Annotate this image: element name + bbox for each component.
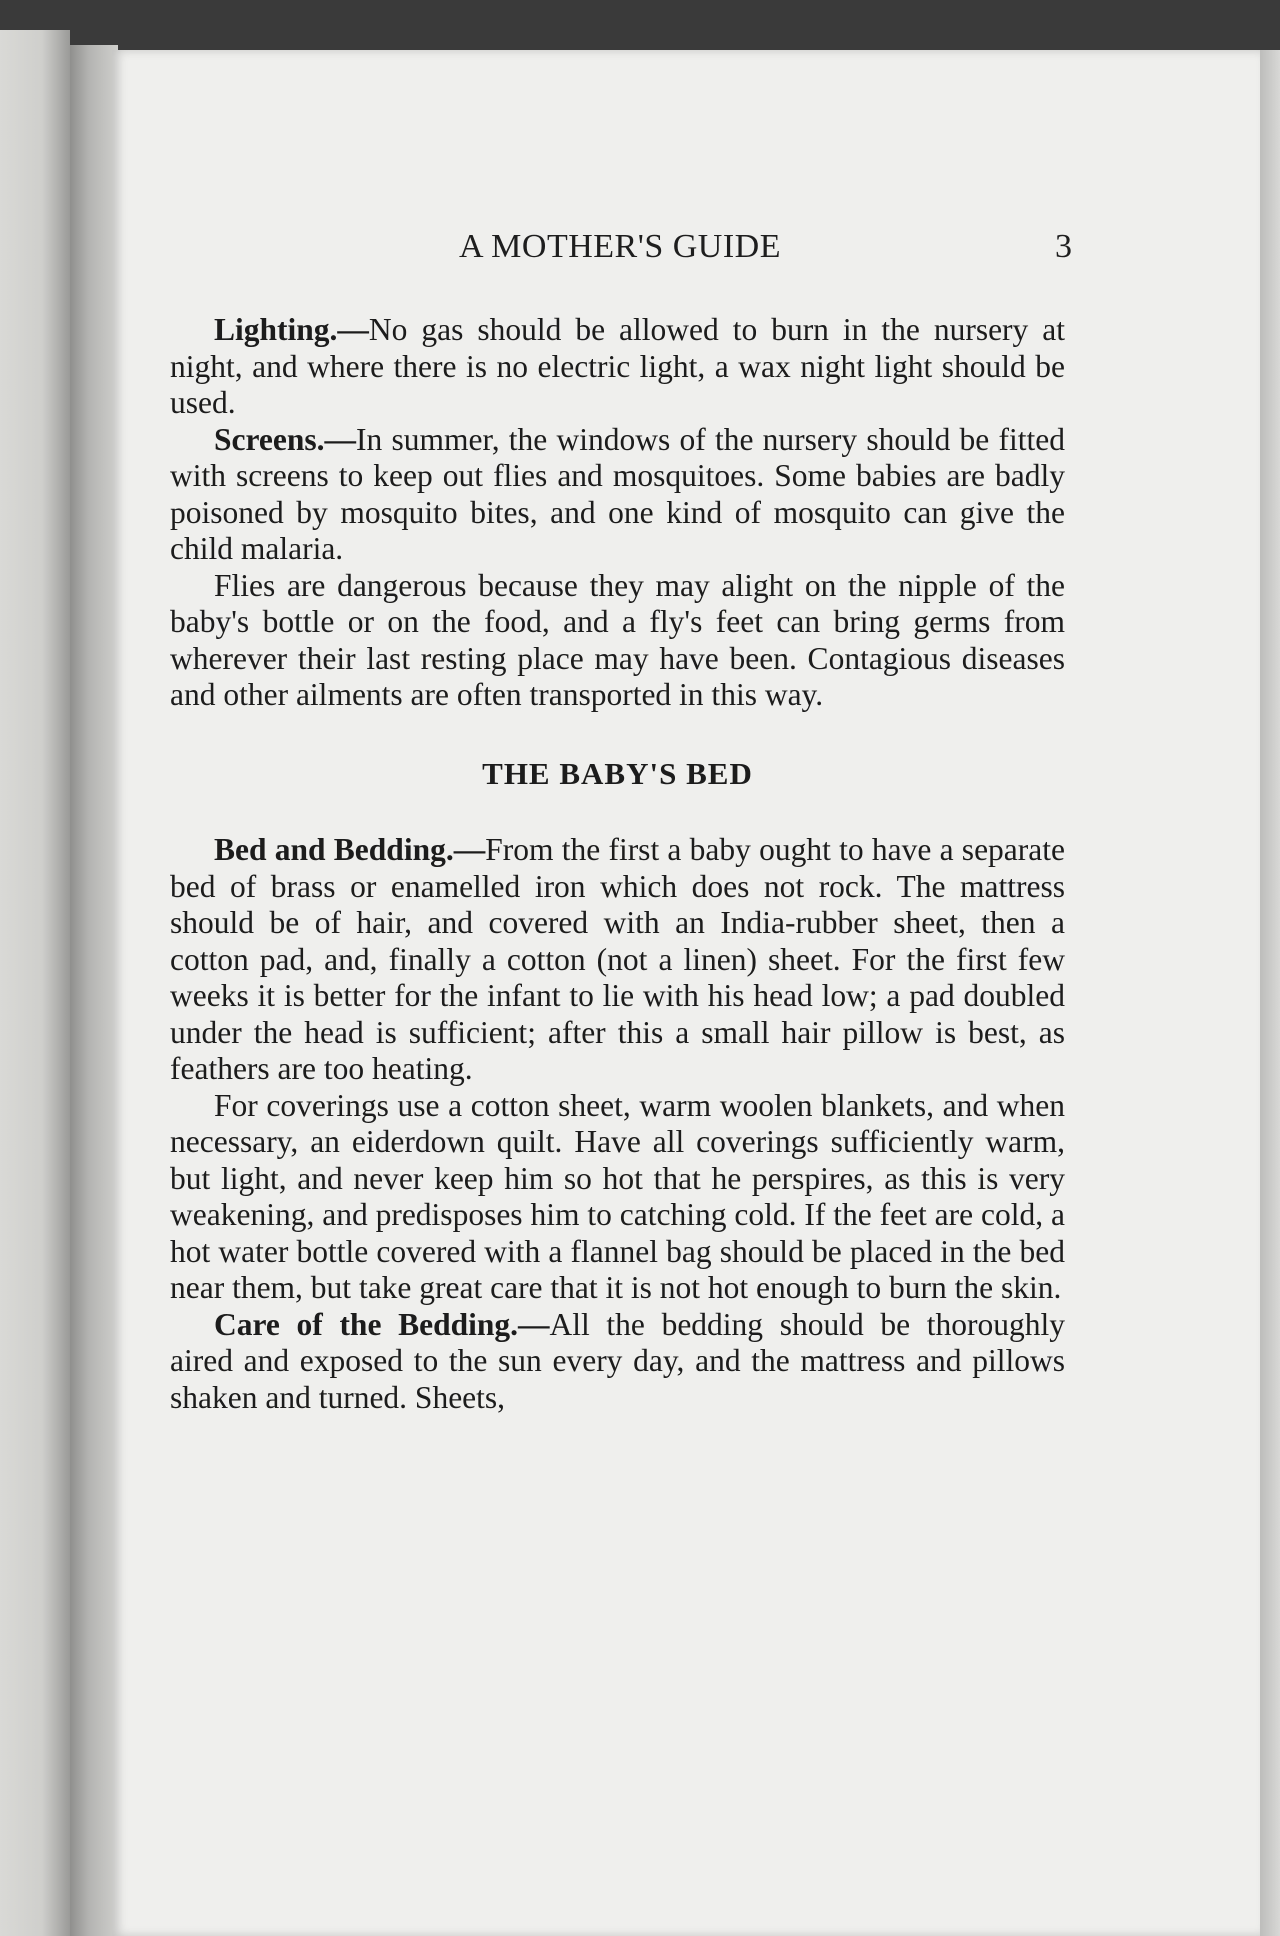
running-head-title: A MOTHER'S GUIDE: [458, 228, 782, 265]
book-binding-gutter: [70, 45, 118, 1936]
run-in-heading-care-of-bedding: Care of the Bedding.—: [214, 1306, 550, 1342]
paragraph-text: From the first a baby ought to have a separate bed of brass or enamelled iron which does not rock. The mattress should be of hair, and covered with an India-rubber sheet, then a cotton pad, and, finally a cotton (not a linen) sheet. For the first few weeks it is better for the infant to lie with his head low; a pad doubled under the head is sufficient; after this a small hair pillow is best, as feathers are too heating.: [170, 832, 1065, 1086]
paragraph-bed-and-bedding: [170, 832, 1065, 1088]
paragraph-screens: [170, 422, 1065, 568]
paragraph-text: Flies are dangerous because they may alight on the nipple of the baby's bottle or on the food, and a fly's feet can bring germs from wherever their last resting place may have been. Contagious diseases and other ailments are often transported in this way.: [170, 567, 1065, 712]
paragraph-lighting: [170, 312, 1065, 422]
running-head: [170, 228, 1070, 272]
paragraph-text: All the bedding should be thoroughly aired and exposed to the sun every day, and the mattress and pillows shaken and turned. Sheets,: [170, 1306, 1065, 1415]
page-right-edge: [1260, 50, 1280, 1936]
section-heading: THE BABY'S BED: [482, 755, 753, 791]
paragraph-text: In summer, the windows of the nursery should be fitted with screens to keep out flies and mosquitoes. Some babies are badly poisoned by mosquito bites, and one kind of mosquito can give the child malaria.: [170, 421, 1065, 566]
paragraph-care-of-bedding: [170, 1307, 1065, 1417]
run-in-heading-lighting: Lighting.—: [214, 312, 369, 347]
paragraph-text: For coverings use a cotton sheet, warm woolen blankets, and when necessary, an eiderdown quilt. Have all coverings sufficiently warm, but light, and never keep him so hot that he perspires, as this is very weakening, and predisposes him to catching cold. If the feet are cold, a hot water bottle covered with a flannel bag should be placed in the bed near them, but take great care that it is not hot enough to burn the skin.: [170, 1087, 1065, 1305]
paragraph-text: No gas should be allowed to burn in the nursery at night, and where there is no electric light, a wax night light should be used.: [170, 312, 1065, 420]
paragraph-flies: [170, 568, 1065, 714]
run-in-heading-bed-and-bedding: Bed and Bedding.—: [214, 832, 486, 867]
page-number: 3: [1055, 228, 1072, 265]
paragraph-coverings: [170, 1088, 1065, 1307]
page-body: [170, 312, 1065, 1416]
run-in-heading-screens: Screens.—: [214, 421, 357, 457]
facing-page-edge: [0, 30, 70, 1936]
